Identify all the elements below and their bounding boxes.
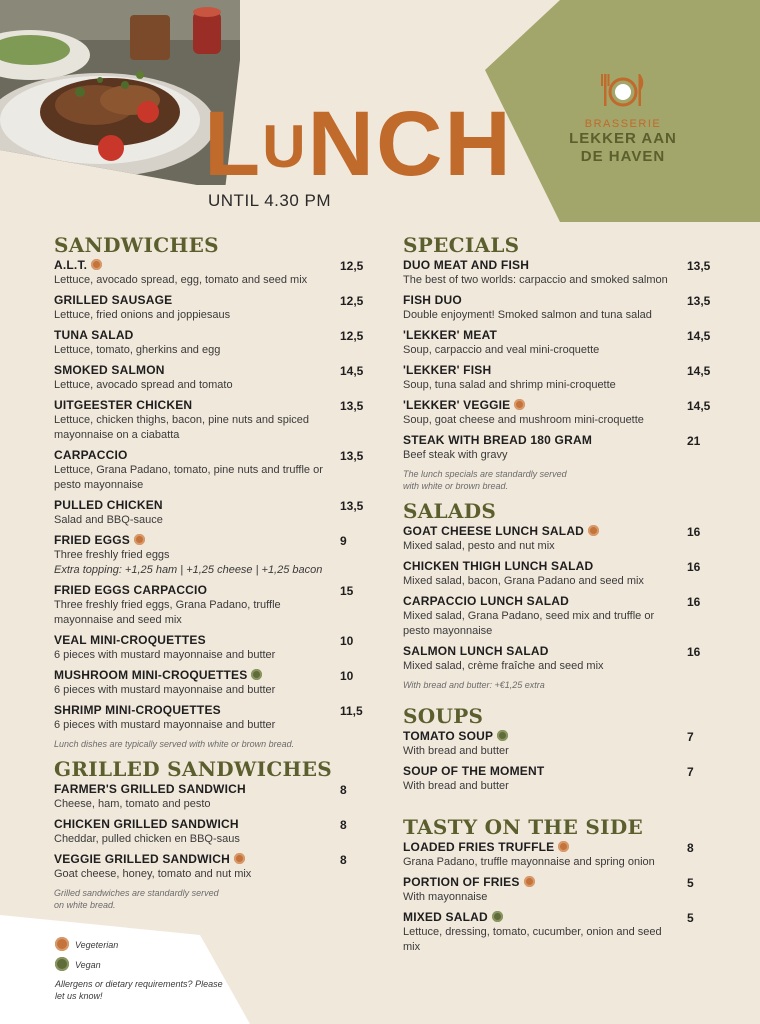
menu-item <box>403 293 711 323</box>
menu-item <box>54 498 364 528</box>
menu-item-name-text: FISH DUO <box>403 293 462 307</box>
menu-item-name-text: TUNA SALAD <box>54 328 134 342</box>
menu-item-name <box>54 398 192 413</box>
menu-item-name <box>403 398 525 413</box>
menu-item-header <box>403 328 711 343</box>
legend-label: Vegan <box>75 960 101 970</box>
menu-item <box>54 703 364 733</box>
menu-item-header <box>54 533 364 548</box>
section-title: TASTY ON THE SIDE <box>403 815 644 839</box>
menu-item-header <box>403 293 711 308</box>
menu-item-name-text: SHRIMP MINI-CROQUETTES <box>54 703 221 717</box>
menu-item <box>403 433 711 463</box>
cutlery-plate-icon <box>598 68 648 110</box>
menu-item-header <box>54 583 364 598</box>
legend-label: Vegeterian <box>75 940 119 950</box>
section-title: SOUPS <box>403 704 484 728</box>
menu-item <box>403 559 711 589</box>
menu-item-description: Cheese, ham, tomato and pesto <box>54 798 211 810</box>
menu-item-description: Lettuce, Grana Padano, tomato, pine nuts and truffle or pesto mayonnaise <box>54 464 323 491</box>
menu-item-description: Lettuce, avocado spread, egg, tomato and seed mix <box>54 274 308 286</box>
menu-item-name <box>54 583 207 598</box>
menu-item-name-text: MIXED SALAD <box>403 910 488 924</box>
menu-item-name <box>403 328 497 343</box>
menu-item-name-text: PULLED CHICKEN <box>54 498 163 512</box>
menu-item-name <box>54 328 134 343</box>
allergens-note: Allergens or dietary requirements? Please let us know! <box>55 979 223 1001</box>
menu-item-header <box>54 817 364 832</box>
menu-item-price: 12,5 <box>340 328 364 343</box>
menu-item-description: Mixed salad, crème fraîche and seed mix <box>403 660 604 672</box>
vegan-icon <box>251 669 262 680</box>
menu-item-name-text: VEGGIE GRILLED SANDWICH <box>54 852 230 866</box>
menu-item-description: Lettuce, chicken thighs, bacon, pine nuts and spiced mayonnaise on a ciabatta <box>54 414 310 441</box>
vegetarian-icon <box>234 853 245 864</box>
menu-item-header <box>403 644 711 659</box>
section-note: Grilled sandwiches are standardly served on white bread. <box>54 888 219 910</box>
menu-item-description: Double enjoyment! Smoked salmon and tuna salad <box>403 309 652 321</box>
menu-item <box>403 328 711 358</box>
menu-item-name <box>403 258 529 273</box>
menu-item-description: With bread and butter <box>403 780 509 792</box>
menu-item-name <box>54 258 102 273</box>
dietary-legend <box>55 938 225 1002</box>
section-grilled-sandwiches <box>54 758 364 911</box>
menu-item-name <box>403 433 592 448</box>
menu-item-name <box>54 363 165 378</box>
menu-item-name-text: UITGEESTER CHICKEN <box>54 398 193 412</box>
menu-item <box>54 363 364 393</box>
menu-item <box>403 398 711 428</box>
menu-item-name-text: CHICKEN THIGH LUNCH SALAD <box>403 559 594 573</box>
menu-item-name <box>403 910 503 925</box>
menu-item-header <box>403 559 711 574</box>
left-column <box>54 234 364 919</box>
menu-item-name-text: 'LEKKER' FISH <box>403 363 492 377</box>
menu-item-header <box>54 668 364 683</box>
menu-item-description: Soup, tuna salad and shrimp mini-croquette <box>403 379 616 391</box>
menu-item-price: 16 <box>687 559 701 574</box>
menu-item-name-text: TOMATO SOUP <box>403 729 494 743</box>
menu-item-name <box>403 293 462 308</box>
section-sandwiches <box>54 234 364 750</box>
menu-item-name <box>54 448 128 463</box>
section-soups <box>403 705 711 794</box>
menu-item <box>403 875 711 905</box>
menu-item-price: 13,5 <box>340 398 364 413</box>
section-title: GRILLED SANDWICHES <box>54 757 333 781</box>
menu-item <box>54 852 364 882</box>
menu-item-name-text: GRILLED SAUSAGE <box>54 293 173 307</box>
menu-item-name-text: LOADED FRIES TRUFFLE <box>403 840 555 854</box>
vegan-icon <box>497 730 508 741</box>
menu-item-description: Soup, goat cheese and mushroom mini-croquette <box>403 414 644 426</box>
vegetarian-icon <box>55 937 69 951</box>
menu-item-name <box>54 498 163 513</box>
menu-item-header <box>54 782 364 797</box>
menu-item-name-text: CARPACCIO <box>54 448 128 462</box>
section-tasty-on-the-side <box>403 816 711 955</box>
menu-item-description: Mixed salad, bacon, Grana Padano and seed mix <box>403 575 644 587</box>
vegetarian-icon <box>91 259 102 270</box>
menu-item-header <box>54 852 364 867</box>
section-specials <box>403 234 711 492</box>
menu-item-header <box>403 764 711 779</box>
section-salads <box>403 500 711 691</box>
menu-item-description: Lettuce, avocado spread and tomato <box>54 379 233 391</box>
menu-item-price: 10 <box>340 668 354 683</box>
section-note: With bread and butter: +€1,25 extra <box>403 680 545 690</box>
section-title: SALADS <box>403 499 497 523</box>
menu-item-price: 16 <box>687 594 701 609</box>
menu-item-header <box>403 594 711 609</box>
menu-item-name <box>54 817 239 832</box>
menu-item-description: Salad and BBQ-sauce <box>54 514 163 526</box>
menu-item <box>54 782 364 812</box>
menu-item-price: 13,5 <box>340 498 364 513</box>
menu-item <box>54 448 364 493</box>
menu-item <box>54 258 364 288</box>
menu-item-header <box>403 258 711 273</box>
menu-item-price: 14,5 <box>687 363 711 378</box>
menu-item-name <box>403 594 569 609</box>
menu-item-name <box>403 559 593 574</box>
menu-item-extra: Extra topping: +1,25 ham | +1,25 cheese | +1,25 bacon <box>54 564 323 576</box>
vegetarian-icon <box>524 876 535 887</box>
menu-item-name-text: VEAL MINI-CROQUETTES <box>54 633 206 647</box>
menu-item-header <box>403 398 711 413</box>
menu-item-price: 14,5 <box>687 398 711 413</box>
menu-item-header <box>403 840 711 855</box>
menu-item-price: 7 <box>687 764 694 779</box>
menu-item <box>403 258 711 288</box>
menu-item-price: 8 <box>687 840 694 855</box>
menu-item-header <box>54 293 364 308</box>
menu-item-description: With bread and butter <box>403 745 509 757</box>
legend-vegan <box>55 958 225 972</box>
menu-item-name-text: CHICKEN GRILLED SANDWICH <box>54 817 239 831</box>
menu-item-price: 10 <box>340 633 354 648</box>
vegan-icon <box>492 911 503 922</box>
menu-item-price: 8 <box>340 852 347 867</box>
menu-item <box>54 533 364 578</box>
menu-item <box>54 817 364 847</box>
menu-item-description: 6 pieces with mustard mayonnaise and butter <box>54 649 276 661</box>
menu-item-price: 15 <box>340 583 354 598</box>
menu-item-header <box>403 875 711 890</box>
menu-item-price: 7 <box>687 729 694 744</box>
menu-item-description: 6 pieces with mustard mayonnaise and butter <box>54 719 276 731</box>
menu-item-header <box>54 703 364 718</box>
menu-item-description: Lettuce, tomato, gherkins and egg <box>54 344 221 356</box>
menu-item-name-text: DUO MEAT AND FISH <box>403 258 530 272</box>
menu-item-name <box>403 524 599 539</box>
menu-item-name-text: CARPACCIO LUNCH SALAD <box>403 594 569 608</box>
menu-item-name-text: SALMON LUNCH SALAD <box>403 644 549 658</box>
menu-item-description: Grana Padano, truffle mayonnaise and spring onion <box>403 856 655 868</box>
menu-item-name <box>54 293 172 308</box>
menu-item-name <box>403 840 569 855</box>
menu-item-price: 12,5 <box>340 258 364 273</box>
menu-item-price: 13,5 <box>687 258 711 273</box>
menu-item-name-text: FARMER'S GRILLED SANDWICH <box>54 782 246 796</box>
menu-item-name <box>403 729 508 744</box>
menu-item-price: 14,5 <box>340 363 364 378</box>
menu-item-description: The best of two worlds: carpaccio and smoked salmon <box>403 274 668 286</box>
section-title: SPECIALS <box>403 233 520 257</box>
menu-item-name <box>403 363 491 378</box>
menu-item-description: Three freshly fried eggs, Grana Padano, truffle mayonnaise and seed mix <box>54 599 281 626</box>
menu-item-name <box>54 633 206 648</box>
menu-item-description: Lettuce, dressing, tomato, cucumber, onion and seed mix <box>403 926 662 953</box>
menu-item-header <box>54 328 364 343</box>
page-title: LUNCH <box>204 93 513 195</box>
menu-item-header <box>403 433 711 448</box>
menu-item-name <box>403 764 544 779</box>
menu-item-name-text: SMOKED SALMON <box>54 363 165 377</box>
brand-logo <box>548 68 698 166</box>
menu-item-header <box>54 258 364 273</box>
menu-item-price: 13,5 <box>687 293 711 308</box>
vegetarian-icon <box>514 399 525 410</box>
brand-name-line1: LEKKER AAN <box>569 130 677 147</box>
vegan-icon <box>55 957 69 971</box>
menu-item-description: Beef steak with gravy <box>403 449 508 461</box>
menu-item <box>54 398 364 443</box>
menu-item-price: 5 <box>687 875 694 890</box>
menu-item-price: 9 <box>340 533 347 548</box>
menu-item-price: 13,5 <box>340 448 364 463</box>
menu-item-price: 14,5 <box>687 328 711 343</box>
menu-item-price: 16 <box>687 524 701 539</box>
menu-item <box>403 644 711 674</box>
menu-item <box>54 633 364 663</box>
menu-item-name-text: PORTION OF FRIES <box>403 875 520 889</box>
brand-name-line2: DE HAVEN <box>580 148 666 165</box>
menu-item-name <box>54 533 145 548</box>
vegetarian-icon <box>588 525 599 536</box>
menu-item-description: Mixed salad, pesto and nut mix <box>403 540 555 552</box>
menu-item-name-text: MUSHROOM MINI-CROQUETTES <box>54 668 248 682</box>
right-column <box>403 234 711 960</box>
menu-item-header <box>403 910 711 925</box>
menu-item-description: Mixed salad, Grana Padano, seed mix and truffle or pesto mayonnaise <box>403 610 655 637</box>
menu-item <box>403 524 711 554</box>
menu-item-description: 6 pieces with mustard mayonnaise and butter <box>54 684 276 696</box>
brand-subtitle: BRASSERIE <box>584 118 662 130</box>
menu-item-price: 16 <box>687 644 701 659</box>
menu-item-name <box>403 644 549 659</box>
menu-item-name-text: STEAK WITH BREAD 180 GRAM <box>403 433 593 447</box>
menu-item-description: Lettuce, fried onions and joppiesaus <box>54 309 231 321</box>
menu-item-description: Three freshly fried eggs <box>54 549 170 561</box>
menu-item-name-text: A.L.T. <box>54 258 88 272</box>
menu-item-name <box>54 852 245 867</box>
menu-item-price: 11,5 <box>340 703 363 718</box>
menu-item-name <box>54 703 221 718</box>
menu-item <box>54 293 364 323</box>
menu-item-name-text: GOAT CHEESE LUNCH SALAD <box>403 524 585 538</box>
menu-item-name <box>54 668 262 683</box>
menu-item <box>403 729 711 759</box>
legend-vegetarian <box>55 938 225 952</box>
menu-item-name-text: SOUP OF THE MOMENT <box>403 764 545 778</box>
menu-item-price: 8 <box>340 817 347 832</box>
menu-item <box>54 583 364 628</box>
menu-item-header <box>54 363 364 378</box>
menu-item-header <box>403 524 711 539</box>
menu-item-name-text: 'LEKKER' VEGGIE <box>403 398 511 412</box>
menu-item <box>403 840 711 870</box>
section-note: The lunch specials are standardly served with white or brown bread. <box>403 469 567 491</box>
menu-item-price: 12,5 <box>340 293 364 308</box>
menu-item-name-text: FRIED EGGS <box>54 533 131 547</box>
menu-item-header <box>54 398 364 413</box>
section-title: SANDWICHES <box>54 233 219 257</box>
menu-item <box>403 363 711 393</box>
menu-item-description: Soup, carpaccio and veal mini-croquette <box>403 344 600 356</box>
menu-item <box>54 328 364 358</box>
menu-item-description: With mayonnaise <box>403 891 488 903</box>
menu-item-header <box>403 363 711 378</box>
vegetarian-icon <box>134 534 145 545</box>
menu-item-header <box>54 633 364 648</box>
vegetarian-icon <box>558 841 569 852</box>
menu-item <box>403 594 711 639</box>
section-note: Lunch dishes are typically served with white or brown bread. <box>54 739 295 749</box>
menu-item <box>54 668 364 698</box>
menu-item <box>403 910 711 955</box>
menu-item-name-text: 'LEKKER' MEAT <box>403 328 498 342</box>
menu-item-price: 8 <box>340 782 347 797</box>
menu-item-description: Cheddar, pulled chicken en BBQ-saus <box>54 833 240 845</box>
menu-item-header <box>54 498 364 513</box>
lunch-hours: UNTIL 4.30 PM <box>208 191 332 210</box>
menu-item-description: Goat cheese, honey, tomato and nut mix <box>54 868 252 880</box>
menu-item-price: 5 <box>687 910 694 925</box>
menu-item-price: 21 <box>687 433 701 448</box>
menu-item-name <box>403 875 535 890</box>
menu-item-name-text: FRIED EGGS CARPACCIO <box>54 583 208 597</box>
menu-item-header <box>54 448 364 463</box>
menu-item <box>403 764 711 794</box>
menu-item-header <box>403 729 711 744</box>
menu-item-name <box>54 782 246 797</box>
